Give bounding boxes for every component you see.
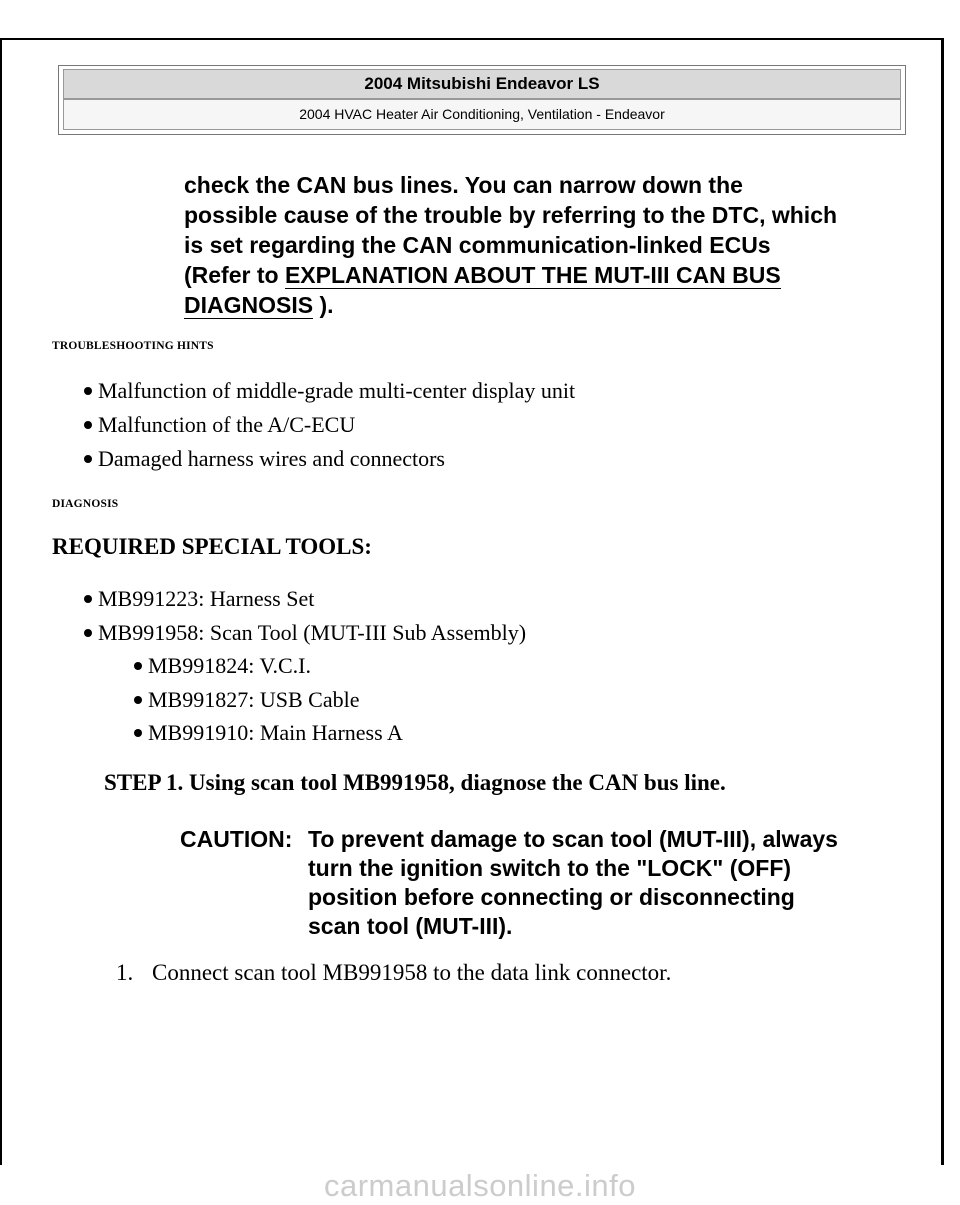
list-item: Damaged harness wires and connectors: [84, 445, 445, 473]
page-frame-right: [941, 38, 944, 1165]
notice-line: [184, 260, 904, 290]
document-header: [58, 65, 906, 135]
bullet-icon: [84, 629, 92, 637]
notice-line: [184, 290, 904, 320]
can-bus-notice: [184, 170, 904, 320]
list-item: Malfunction of middle-grade multi-center display unit: [84, 377, 575, 405]
notice-line: check the CAN bus lines. You can narrow down the: [184, 172, 743, 198]
list-item: MB991827: USB Cable: [134, 686, 359, 714]
troubleshooting-heading: TROUBLESHOOTING HINTS: [52, 340, 214, 352]
section-subtitle: 2004 HVAC Heater Air Conditioning, Ventilation - Endeavor: [63, 99, 901, 130]
instruction-1: [116, 960, 671, 986]
instruction-number: 1.: [116, 960, 134, 985]
page-frame-top: [0, 38, 943, 40]
bullet-icon: [84, 455, 92, 463]
caution-text: To prevent damage to scan tool (MUT-III), always turn the ignition switch to the "LOCK" (OFF) position before connecting or disconnecting scan tool (MUT-III).: [308, 826, 838, 939]
instruction-text: Connect scan tool MB991958 to the data link connector.: [152, 960, 672, 985]
diagnosis-heading: DIAGNOSIS: [52, 498, 119, 510]
vehicle-title: 2004 Mitsubishi Endeavor LS: [63, 69, 901, 99]
refer-prefix: (Refer to: [184, 262, 285, 288]
refer-suffix: ).: [313, 292, 334, 318]
notice-line: is set regarding the CAN communication-linked ECUs: [184, 232, 771, 258]
list-item: MB991223: Harness Set: [84, 585, 314, 613]
list-item: MB991824: V.C.I.: [134, 652, 311, 680]
can-bus-diagnosis-link[interactable]: EXPLANATION ABOUT THE MUT-III CAN BUS: [284, 262, 781, 288]
step-1-title: STEP 1. Using scan tool MB991958, diagnose the CAN bus line.: [104, 770, 726, 795]
required-tools-heading: REQUIRED SPECIAL TOOLS:: [52, 534, 372, 559]
bullet-icon: [134, 662, 142, 670]
bullet-icon: [134, 696, 142, 704]
site-watermark: carmanualsonline.info: [323, 1168, 637, 1203]
list-item: Malfunction of the A/C-ECU: [84, 411, 355, 439]
bullet-icon: [84, 387, 92, 395]
bullet-icon: [134, 729, 142, 737]
bullet-icon: [84, 595, 92, 603]
notice-line: possible cause of the trouble by referring to the DTC, which: [184, 202, 838, 228]
list-item: MB991958: Scan Tool (MUT-III Sub Assembly): [84, 619, 526, 647]
page-frame-left: [0, 38, 2, 1165]
bullet-icon: [84, 421, 92, 429]
can-bus-diagnosis-link-cont[interactable]: DIAGNOSIS: [184, 292, 314, 318]
caution-label: CAUTION:: [180, 826, 293, 852]
list-item: MB991910: Main Harness A: [134, 719, 403, 747]
